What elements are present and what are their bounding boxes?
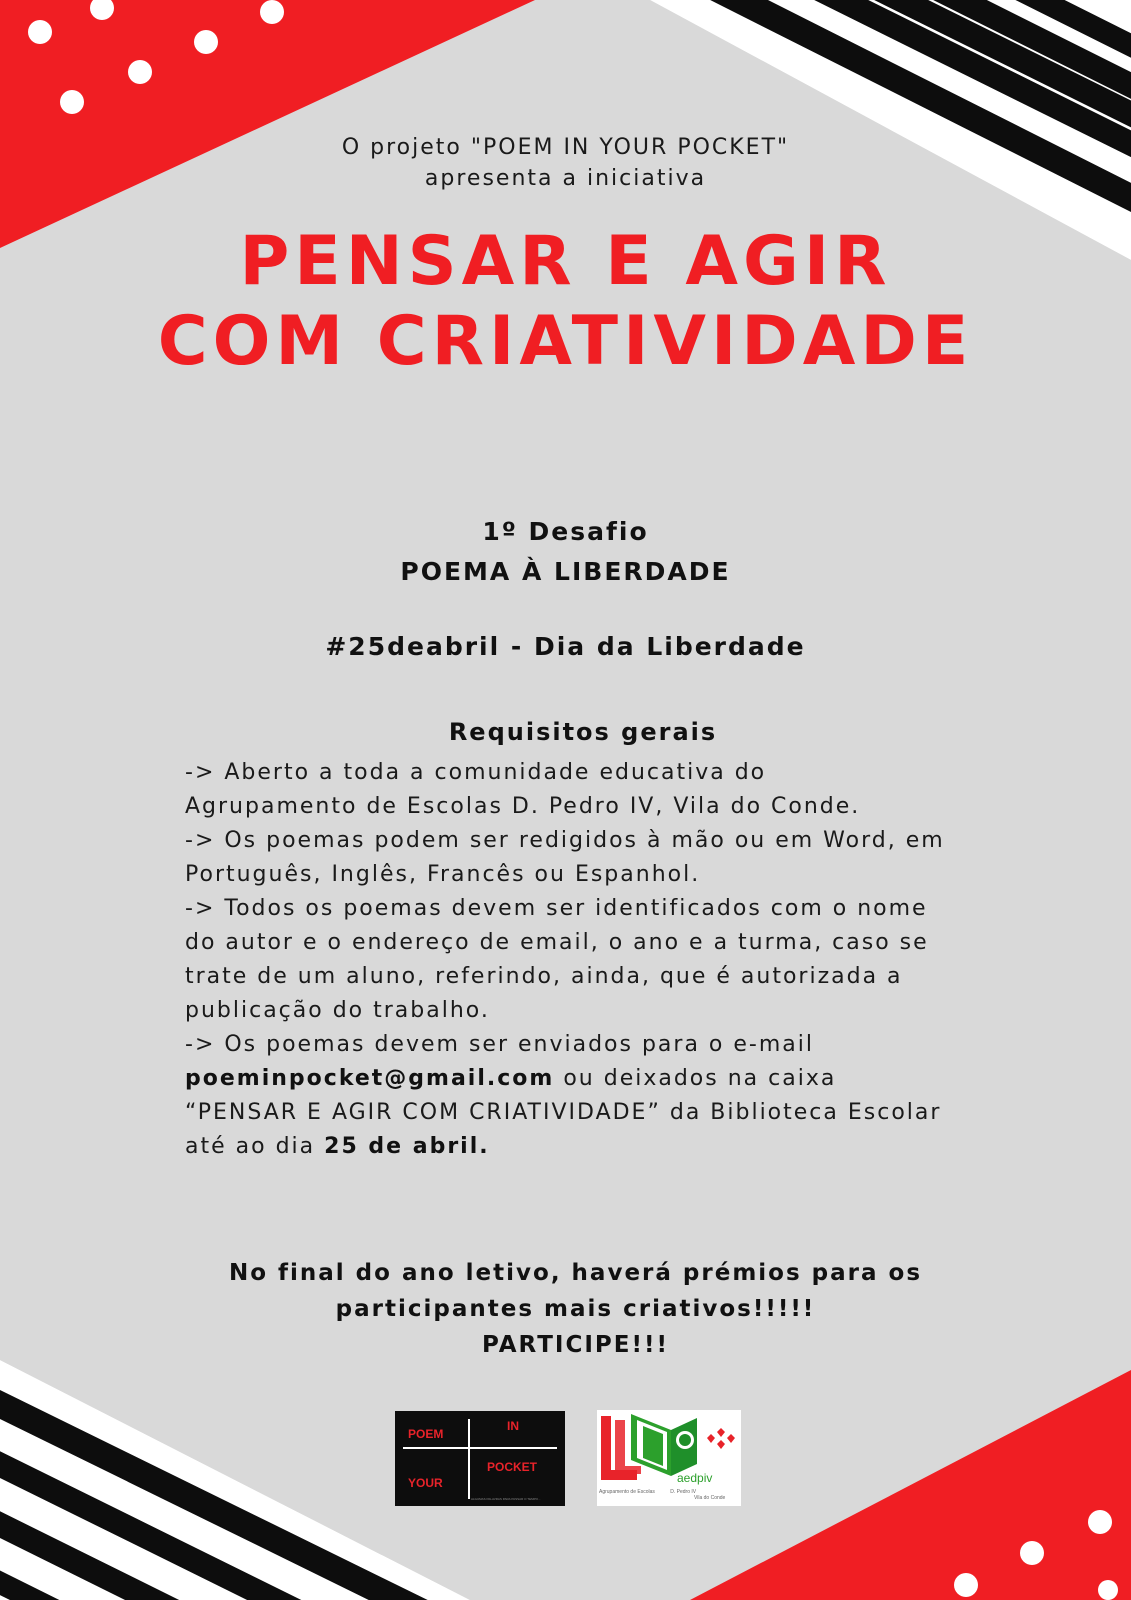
closing-line-3: PARTICIPE!!! xyxy=(482,1332,669,1358)
school-logo-caption xyxy=(599,1489,739,1501)
requirement-item: -> Os poemas podem ser redigidos à mão ou em Word, em Português, Inglês, Francês ou Espanhol. xyxy=(185,828,945,887)
school-logo xyxy=(597,1410,741,1506)
logo-tagline: ALGUMAS PALAVRAS PARA PASSAR O TEMPO... xyxy=(471,1497,541,1501)
title-line-1: PENSAR E AGIR xyxy=(239,222,892,301)
requirement-item xyxy=(185,1028,945,1164)
logo-word-in: IN xyxy=(507,1419,519,1433)
requirement-item: -> Aberto a toda a comunidade educativa do Agrupamento de Escolas D. Pedro IV, Vila do Conde. xyxy=(185,760,861,819)
logo-word-poem: POEM xyxy=(408,1427,444,1441)
page-title xyxy=(0,222,1131,382)
deadline-date: 25 de abril. xyxy=(324,1134,490,1159)
requirement-text: ou deixados na caixa “PENSAR E AGIR COM CRIATIVIDADE” da Biblioteca Escolar até ao dia xyxy=(185,1066,942,1159)
challenge-name: POEMA À LIBERDADE xyxy=(400,557,731,586)
contact-email[interactable]: poeminpocket@gmail.com xyxy=(185,1066,555,1091)
challenge-hashtag: #25deabril - Dia da Liberdade xyxy=(325,632,806,661)
caption-right: D. Pedro IV xyxy=(670,1489,697,1495)
requirement-item: -> Todos os poemas devem ser identificados com o nome do autor e o endereço de email, o ano e a turma, caso se trate de um aluno, referindo, ainda, que é autorizada a publicação do trabalho. xyxy=(185,896,929,1023)
requirement-text: -> Os poemas devem ser enviados para o e-mail xyxy=(185,1032,814,1057)
logo-word-your: YOUR xyxy=(408,1476,443,1490)
school-logo-wordmark: aedpiv xyxy=(677,1471,713,1485)
poem-in-your-pocket-logo xyxy=(395,1411,565,1506)
intro-text xyxy=(0,132,1131,194)
caption-left: Agrupamento de Escolas xyxy=(599,1489,655,1495)
requirements-list xyxy=(185,756,945,1164)
intro-line-2: apresenta a iniciativa xyxy=(424,166,707,191)
title-line-2: COM CRIATIVIDADE xyxy=(157,302,974,381)
closing-line-1: No final do ano letivo, haverá prémios para os xyxy=(228,1260,923,1286)
caption-right-2: Vila do Conde xyxy=(694,1495,726,1501)
closing-line-2: participantes mais criativos!!!!! xyxy=(335,1296,816,1322)
requirements-title: Requisitos gerais xyxy=(448,718,718,746)
challenge-heading xyxy=(0,512,1131,592)
closing-message xyxy=(0,1255,1131,1363)
logo-word-pocket: POCKET xyxy=(487,1460,538,1474)
school-logo-mark xyxy=(597,1410,741,1490)
intro-line-1: O projeto "POEM IN YOUR POCKET" xyxy=(341,135,790,160)
challenge-number: 1º Desafio xyxy=(482,517,649,546)
